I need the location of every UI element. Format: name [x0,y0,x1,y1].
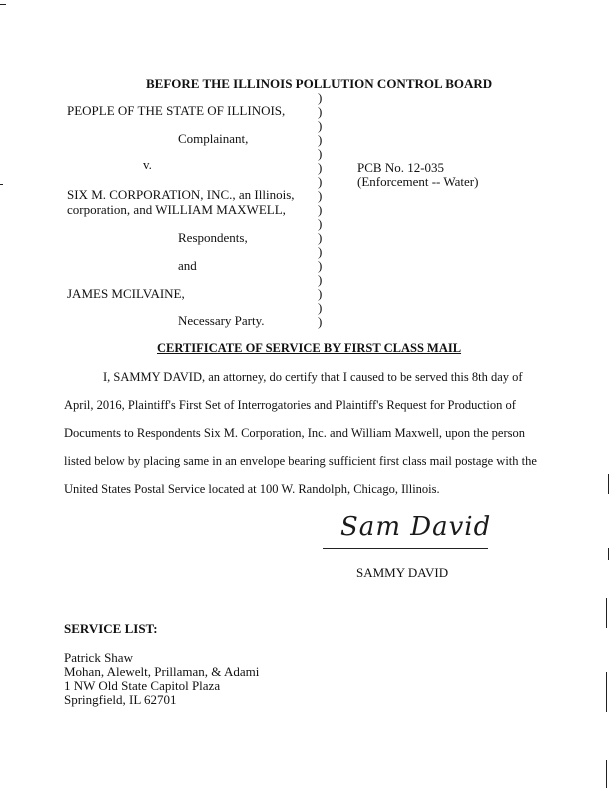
paren: ) [318,160,323,175]
paren: ) [318,300,323,315]
paren: ) [318,104,323,119]
body-line: Documents to Respondents Six M. Corporation, Inc. and William Maxwell, upon the person [64,426,526,440]
paren: ) [318,216,323,231]
complainant-role: Complainant, [178,131,249,146]
paren: ) [318,272,323,287]
paren: ) [318,118,323,133]
plaintiff-name: PEOPLE OF THE STATE OF ILLINOIS, [67,103,286,118]
scan-mark [608,474,609,494]
scan-mark [606,598,607,628]
respondents-role: Respondents, [178,230,248,245]
paren: ) [318,244,323,259]
case-number: PCB No. 12-035 [357,160,445,175]
signature-name: SAMMY DAVID [356,565,449,580]
paren: ) [318,90,323,105]
necessary-party-role: Necessary Party. [178,313,265,328]
paren: ) [318,314,323,329]
paren: ) [318,202,323,217]
service-list-line: Springfield, IL 62701 [64,692,177,707]
paren: ) [318,188,323,203]
paren: ) [318,258,323,273]
paren: ) [318,132,323,147]
case-type: (Enforcement -- Water) [357,174,479,189]
paren: ) [318,230,323,245]
respondent-line-1: SIX M. CORPORATION, INC., an Illinois, [67,187,295,202]
paren: ) [318,146,323,161]
scan-mark [606,672,607,712]
paren: ) [318,286,323,301]
service-list-heading: SERVICE LIST: [64,621,158,636]
signature-script: Sam David [340,512,492,542]
certificate-heading: CERTIFICATE OF SERVICE BY FIRST CLASS MAIL [157,341,462,355]
body-line: I, SAMMY DAVID, an attorney, do certify that I caused to be served this 8th day of [103,370,523,384]
service-list-line: 1 NW Old State Capitol Plaza [64,678,221,693]
signature-line [323,548,488,549]
service-list-line: Mohan, Alewelt, Prillaman, & Adami [64,664,260,679]
body-line: April, 2016, Plaintiff's First Set of Interrogatories and Plaintiff's Request for Production of [64,398,516,412]
scan-mark [0,184,3,185]
body-line: United States Postal Service located at 100 W. Randolph, Chicago, Illinois. [64,482,440,496]
scan-mark [606,760,607,788]
and-label: and [178,258,197,273]
body-line: listed below by placing same in an envelope bearing sufficient first class mail postage with the [64,454,537,468]
necessary-party-name: JAMES MCILVAINE, [67,286,185,301]
page-title: BEFORE THE ILLINOIS POLLUTION CONTROL BOARD [146,76,493,91]
paren: ) [318,174,323,189]
versus-label: v. [143,157,152,172]
service-list-line: Patrick Shaw [64,650,133,665]
scan-mark [608,548,609,560]
scan-mark [0,4,6,5]
respondent-line-2: corporation, and WILLIAM MAXWELL, [67,202,286,217]
